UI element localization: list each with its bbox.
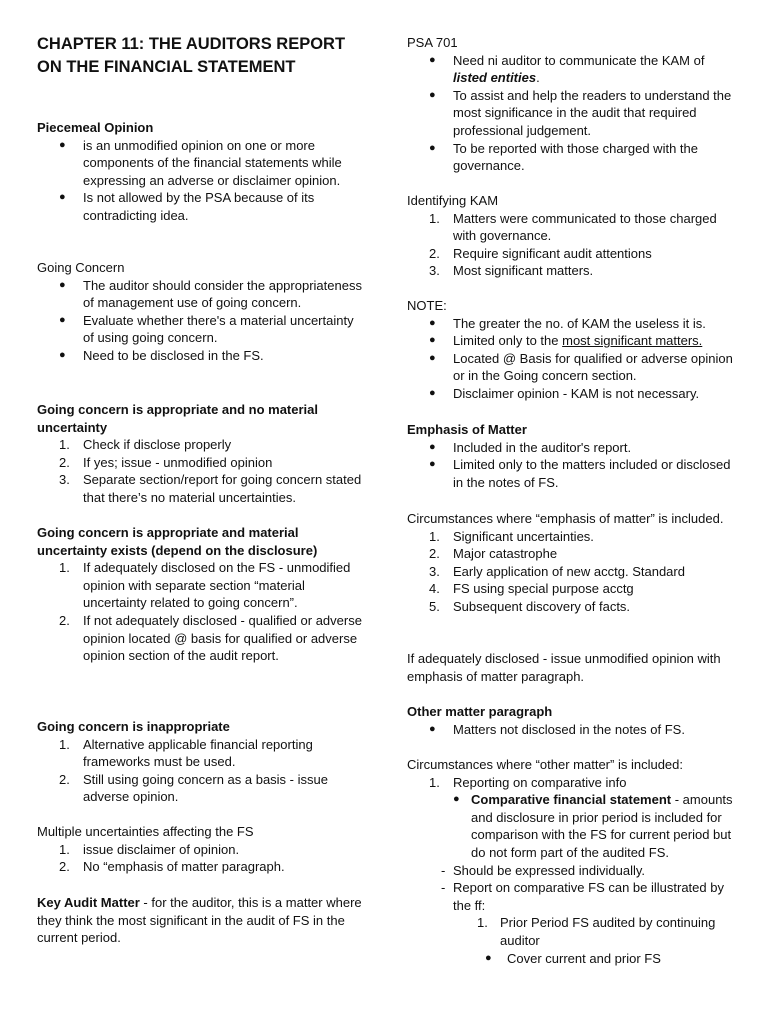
listed-entities-emphasis: listed entities <box>453 70 537 86</box>
list-item <box>37 612 367 665</box>
multiple-uncertainties-list <box>37 841 367 876</box>
list-item-text: Should be expressed individually. <box>453 862 645 878</box>
list-item-text: Is not allowed by the PSA because of its contradicting idea. <box>83 190 315 223</box>
circumstances-emphasis-list <box>407 528 742 616</box>
list-item-text: Need to be disclosed in the FS. <box>83 347 264 363</box>
psa701-section <box>407 34 742 175</box>
comparative-fs-term: Comparative financial statement <box>471 792 672 808</box>
gc-inappropriate-list <box>37 736 367 806</box>
psa701-list <box>407 52 742 175</box>
list-item-text: No “emphasis of matter paragraph. <box>83 859 285 875</box>
number-marker: 2. <box>429 245 440 261</box>
list-item-text: Matters were communicated to those charged with governance. <box>453 210 717 244</box>
list-item <box>407 862 742 880</box>
list-item <box>37 312 367 347</box>
list-item-text: Require significant audit attentions <box>453 245 652 261</box>
list-item <box>407 385 742 403</box>
illustration-sublist <box>407 950 742 968</box>
gc-inappropriate-heading: Going concern is inappropriate <box>37 719 230 734</box>
list-item <box>407 456 742 491</box>
emphasis-of-matter-heading: Emphasis of Matter <box>407 422 527 437</box>
list-item <box>407 791 742 861</box>
multiple-uncertainties-section <box>37 823 367 876</box>
list-item <box>37 454 367 472</box>
identifying-kam-section <box>407 192 742 280</box>
circumstances-emphasis-heading: Circumstances where “emphasis of matter” is included. <box>407 511 724 526</box>
list-item-text: Separate section/report for going concern stated that there’s no material uncertainties. <box>83 472 362 505</box>
psa701-heading: PSA 701 <box>407 35 458 50</box>
list-item <box>37 277 367 312</box>
other-matter-list <box>407 721 742 739</box>
list-item-text: Matters not disclosed in the notes of FS. <box>453 721 685 737</box>
identifying-kam-list <box>407 210 742 280</box>
number-marker: 1. <box>429 210 440 226</box>
key-audit-matter-section <box>37 894 367 947</box>
bullet-marker: ● <box>59 313 66 326</box>
bullet-marker: ● <box>429 722 436 735</box>
list-item-text: Subsequent discovery of facts. <box>453 598 631 614</box>
list-item <box>407 721 742 739</box>
dash-list <box>407 862 742 915</box>
number-marker: 2. <box>59 771 70 787</box>
dash-marker: - <box>441 862 446 878</box>
list-item-text: Limited only to the <box>453 333 563 349</box>
bullet-marker: ● <box>429 53 436 66</box>
identifying-kam-heading: Identifying KAM <box>407 193 499 208</box>
bullet-marker: ● <box>429 141 436 154</box>
list-item-text: If not adequately disclosed - qualified or adverse opinion located @ basis for qualified or adverse opinion section of the audit report. <box>83 612 362 664</box>
adequately-disclosed-paragraph: If adequately disclosed - issue unmodified opinion with emphasis of matter paragraph. <box>407 651 721 684</box>
going-concern-list <box>37 277 367 365</box>
list-item-text: The greater the no. of KAM the useless it is. <box>453 315 706 331</box>
adequately-disclosed-section <box>407 650 742 685</box>
bullet-marker: ● <box>59 278 66 291</box>
bullet-marker: ● <box>453 793 460 806</box>
list-item-text: Located @ Basis for qualified or adverse opinion or in the Going concern section. <box>453 350 733 384</box>
list-item <box>37 771 367 806</box>
piecemeal-list <box>37 137 367 225</box>
number-marker: 1. <box>477 915 488 931</box>
illustration-list <box>407 914 742 949</box>
number-marker: 3. <box>59 472 70 488</box>
gc-material-list <box>37 559 367 665</box>
number-marker: 1. <box>59 736 70 752</box>
list-item <box>407 140 742 175</box>
list-item-text: - amounts and disclosure in prior period is included for comparison with the FS for current period but do not form part of the audited FS. <box>471 792 733 860</box>
list-item-text: Major catastrophe <box>453 546 558 562</box>
emphasis-of-matter-list <box>407 439 742 492</box>
list-item <box>407 52 742 87</box>
list-item <box>407 598 742 616</box>
list-item <box>407 332 742 350</box>
list-item-text: Limited only to the matters included or disclosed in the notes of FS. <box>453 457 731 490</box>
number-marker: 1. <box>429 774 440 790</box>
list-item <box>37 189 367 224</box>
list-item <box>407 262 742 280</box>
circumstances-other-heading: Circumstances where “other matter” is included: <box>407 757 683 772</box>
list-item-text: To assist and help the readers to understand the most significance in the audit that required professional judgement. <box>453 87 732 138</box>
key-audit-matter-term: Key Audit Matter <box>37 895 140 910</box>
multiple-uncertainties-heading: Multiple uncertainties affecting the FS <box>37 824 254 839</box>
list-item <box>37 858 367 876</box>
circumstances-emphasis-section <box>407 510 742 616</box>
underlined-text: most significant matters. <box>562 333 703 349</box>
list-item <box>37 347 367 365</box>
list-item <box>407 580 742 598</box>
list-item-text: To be reported with those charged with the governance. <box>453 140 698 174</box>
gc-no-material-list <box>37 436 367 506</box>
page-title: CHAPTER 11: THE AUDITORS REPORT ON THE FINANCIAL STATEMENT <box>37 35 346 76</box>
bullet-marker: ● <box>59 138 66 151</box>
number-marker: 2. <box>59 859 70 875</box>
bullet-marker: ● <box>59 191 66 204</box>
list-item-text: The auditor should consider the appropriateness of management use of going concern. <box>83 277 362 311</box>
bullet-marker: ● <box>485 951 492 964</box>
bullet-marker: ● <box>59 348 66 361</box>
list-item <box>37 471 367 506</box>
number-marker: 1. <box>59 560 70 576</box>
bullet-marker: ● <box>429 386 436 399</box>
list-item <box>407 528 742 546</box>
bullet-marker: ● <box>429 88 436 101</box>
number-marker: 4. <box>429 581 440 597</box>
bullet-marker: ● <box>429 458 436 471</box>
list-item-text: Prior Period FS audited by continuing auditor <box>500 915 716 948</box>
bullet-marker: ● <box>429 316 436 329</box>
key-audit-matter-paragraph <box>37 894 367 947</box>
list-item <box>407 439 742 457</box>
number-marker: 5. <box>429 598 440 614</box>
emphasis-of-matter-section <box>407 421 742 491</box>
list-item-text: Significant uncertainties. <box>453 528 594 544</box>
list-item <box>407 774 742 792</box>
number-marker: 1. <box>429 528 440 544</box>
note-heading: NOTE: <box>407 298 447 313</box>
list-item <box>407 315 742 333</box>
number-marker: 2. <box>59 454 70 470</box>
list-item-text: Reporting on comparative info <box>453 774 627 790</box>
circumstances-other-section <box>407 756 742 967</box>
going-concern-heading: Going Concern <box>37 260 125 275</box>
list-item-text: Still using going concern as a basis - issue adverse opinion. <box>83 771 328 805</box>
number-marker: 2. <box>59 612 70 628</box>
list-item-text: Most significant matters. <box>453 263 594 279</box>
other-matter-heading: Other matter paragraph <box>407 704 553 719</box>
list-item <box>407 563 742 581</box>
number-marker: 3. <box>429 263 440 279</box>
list-item <box>37 736 367 771</box>
other-matter-section <box>407 703 742 738</box>
gc-no-material-section <box>37 401 367 507</box>
list-item-text: Early application of new acctg. Standard <box>453 563 685 579</box>
list-item-text: Included in the auditor's report. <box>453 439 632 455</box>
gc-material-heading: Going concern is appropriate and material uncertainty exists (depend on the disclosure) <box>37 525 318 558</box>
list-item-text: . <box>536 70 540 86</box>
number-marker: 3. <box>429 563 440 579</box>
list-item-text: Cover current and prior FS <box>507 950 661 966</box>
list-item-text: Disclaimer opinion - KAM is not necessary. <box>453 385 700 401</box>
piecemeal-section <box>37 119 367 225</box>
list-item <box>37 436 367 454</box>
note-section <box>407 297 742 403</box>
key-audit-matter-text: - for the auditor, this is a matter where they think the most significant in the audit of FS in the current period. <box>37 895 362 946</box>
number-marker: 1. <box>59 437 70 453</box>
list-item <box>407 245 742 263</box>
list-item <box>407 87 742 140</box>
list-item-text: Evaluate whether there's a material uncertainty of using going concern. <box>83 312 354 346</box>
number-marker: 1. <box>59 841 70 857</box>
list-item-text: Report on comparative FS can be illustrated by the ff: <box>453 880 724 913</box>
list-item <box>407 879 742 914</box>
list-item-text: is an unmodified opinion on one or more components of the financial statements while expressing an adverse or disclaimer opinion. <box>83 137 342 188</box>
list-item <box>407 545 742 563</box>
piecemeal-heading: Piecemeal Opinion <box>37 120 154 135</box>
bullet-marker: ● <box>429 351 436 364</box>
list-item-text: Check if disclose properly <box>83 437 232 453</box>
bullet-marker: ● <box>429 334 436 347</box>
list-item-text: If adequately disclosed on the FS - unmodified opinion with separate section “material uncertainty related to going concern”. <box>83 560 351 611</box>
comparative-sublist <box>407 791 742 861</box>
list-item <box>407 210 742 245</box>
number-marker: 2. <box>429 546 440 562</box>
dash-marker: - <box>441 880 446 896</box>
list-item <box>37 841 367 859</box>
gc-inappropriate-section <box>37 718 367 806</box>
list-item <box>37 559 367 612</box>
list-item <box>37 137 367 190</box>
list-item-text: If yes; issue - unmodified opinion <box>83 454 273 470</box>
list-item-text: FS using special purpose acctg <box>453 581 634 597</box>
list-item <box>407 350 742 385</box>
list-item <box>407 950 742 968</box>
list-item-text: Alternative applicable financial reporting frameworks must be used. <box>83 736 313 770</box>
going-concern-section <box>37 259 367 365</box>
note-list <box>407 315 742 403</box>
gc-no-material-heading: Going concern is appropriate and no material uncertainty <box>37 402 318 435</box>
circumstances-other-list <box>407 774 742 792</box>
list-item-text: Need ni auditor to communicate the KAM of <box>453 52 705 68</box>
list-item <box>407 914 742 949</box>
list-item-text: issue disclaimer of opinion. <box>83 841 240 857</box>
gc-material-section <box>37 524 367 665</box>
bullet-marker: ● <box>429 440 436 453</box>
